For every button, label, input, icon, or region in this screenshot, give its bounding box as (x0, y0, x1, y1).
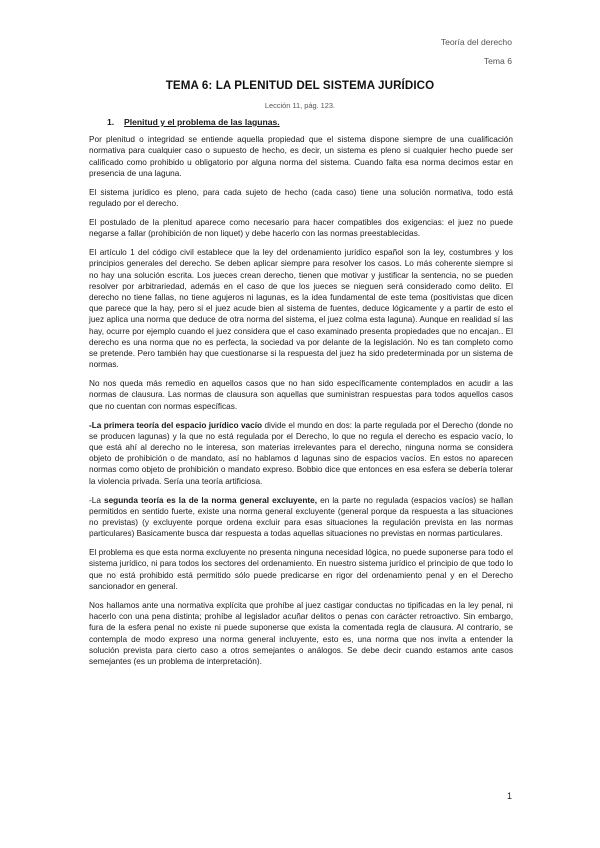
document-body (89, 117, 513, 675)
header-subject: Teoría del derecho (440, 37, 512, 47)
paragraph-postulado: El postulado de la plenitud aparece como necesario para hacer compatibles dos exigencias: el juez no puede negarse a fallar (prohibición de non liquet) y debe hacerlo con las normas preestablecidas. (89, 218, 513, 239)
section-heading (107, 117, 513, 128)
paragraph-plenitud: Por plenitud o integridad se entiende aquella propiedad que el sistema dispone siempre de una cualificación normativa para cualquier caso o supuesto de hecho, es decir, un sistema es pleno si cualquier hecho puede ser calificado como prohibido u obligatorio por alguna norma del sistema. Cuando falta esa norma decimos estar en presencia de una laguna. (89, 135, 513, 178)
header-unit: Tema 6 (483, 56, 512, 66)
paragraph-normativa-explicita: Nos hallamos ante una normativa explícita que prohíbe al juez castigar conductas no tipificadas en la ley penal, ni hacerlo con una pena distinta; prohíbe al legislador acuñar delitos o penas con carácter retroactivo. Sin embargo, fura de la esfera penal no existe ni puede suponerse que exista la comentada regla de clausura. Al contrario, se contempla de modo expreso una norma general incluyente, esto es, una norma que nos invita a entender la solución prevista para cierto caso a otros semejantes o análogos. Se debe decir cuando estamos ante casos semejantes (es un problema de interpretación). (89, 600, 513, 666)
lesson-reference: Lección 11, pág. 123. (264, 101, 336, 110)
page-number: 1 (506, 791, 512, 801)
section-number: 1. (107, 117, 115, 127)
section-label: Plenitud y el problema de las lagunas. (124, 117, 280, 127)
page-title: TEMA 6: LA PLENITUD DEL SISTEMA JURÍDICO (165, 79, 435, 92)
paragraph-normas-clausura: No nos queda más remedio en aquellos casos que no han sido específicamente contemplados en acudir a las normas de clausura. Las normas de clausura son aquellas que suministran respuestas para todos aquellos casos que no cuentan con normas específicas. (89, 379, 513, 411)
segunda-teoria-text: en la parte no regulada (espacios vacíos) se hallan permitidos en sentido fuerte, existe una norma general excluyente (general porque da respuesta a las situaciones no previstas) (y excluyente porque ordena excluir para esas situaciones la regulación prevista en las normas particulares) Basicamente busca dar respuesta a todas aquellas situaciones no previstas en normas particulares. (89, 495, 513, 539)
paragraph-primera-teoria (89, 420, 513, 487)
primera-teoria-lead: -La primera teoría del espacio jurídico vacío (89, 420, 263, 430)
paragraph-problema: El problema es que esta norma excluyente no presenta ninguna necesidad lógica, no puede suponerse para todo el sistema jurídico, ni para todos los sectores del ordenamiento. En nuestro sistema jurídico el principio de que todo lo que no está prohibido está permitido sólo puede predicarse en rigor del ordenamiento penal y en el Derecho sancionador en general. (89, 548, 513, 591)
segunda-teoria-lead: segunda teoría es la de la norma general excluyente, (104, 495, 318, 505)
segunda-teoria-prefix: -La (89, 495, 104, 505)
paragraph-sistema-pleno: El sistema jurídico es pleno, para cada sujeto de hecho (cada caso) tiene una solución normativa, todo está regulado por el derecho. (89, 187, 513, 209)
paragraph-articulo-1: El artículo 1 del código civil establece que la ley del ordenamiento jurídico español son la ley, costumbres y los principios generales del derecho. Se deben aplicar siempre para resolver los casos. Lo más coherente siempre si no hay una solución escrita. Los jueces crean derecho, tienen que motivar y justificar la sentencia, no se pueden resolver por arbitrariedad, además en el caso de que los jueces se nieguen será considerado como delito. El derecho no tiene fallas, no tiene agujeros ni lagunas, es la idea fundamental de este tema (positivistas que dicen que parece que la hay, pero si el juez acude bien al sistema de fuentes, deduce lógicamente y a partir de esto el juez aplica una norma que deduce de otra norma del sistema, el juez colma esta laguna). Aunque en realidad sí las hay, ocurre por ejemplo cuando el juez considera que el caso examinado presenta propiedades que no encajan.. El derecho es una norma que no es perfecta, la sociedad va por delante de la legislación. No es tan completo como se pretende. Pero también hay que cuestionarse si la respuesta del juez ha sido predeterminada por un sistema de normas. (89, 248, 513, 370)
primera-teoria-text: divide el mundo en dos: la parte regulada por el Derecho (donde no se producen lagunas) y la que no está regulada por el Derecho, lo que no regula el derecho es espacio vacío, lo que está ahí al derecho no le interesa, son materias irrelevantes para el derecho, ninguna norma se considera objeto de prohibición o de mandato, así no hablamos d lagunas sino de espacios vacíos. En estos no aparecen normas como objeto de prohibición o mandato expreso. Bobbio dice que entonces en esa esfera se debería tolerar la violencia privada. Sería una teoría artificiosa. (89, 420, 513, 486)
paragraph-segunda-teoria (89, 495, 513, 540)
